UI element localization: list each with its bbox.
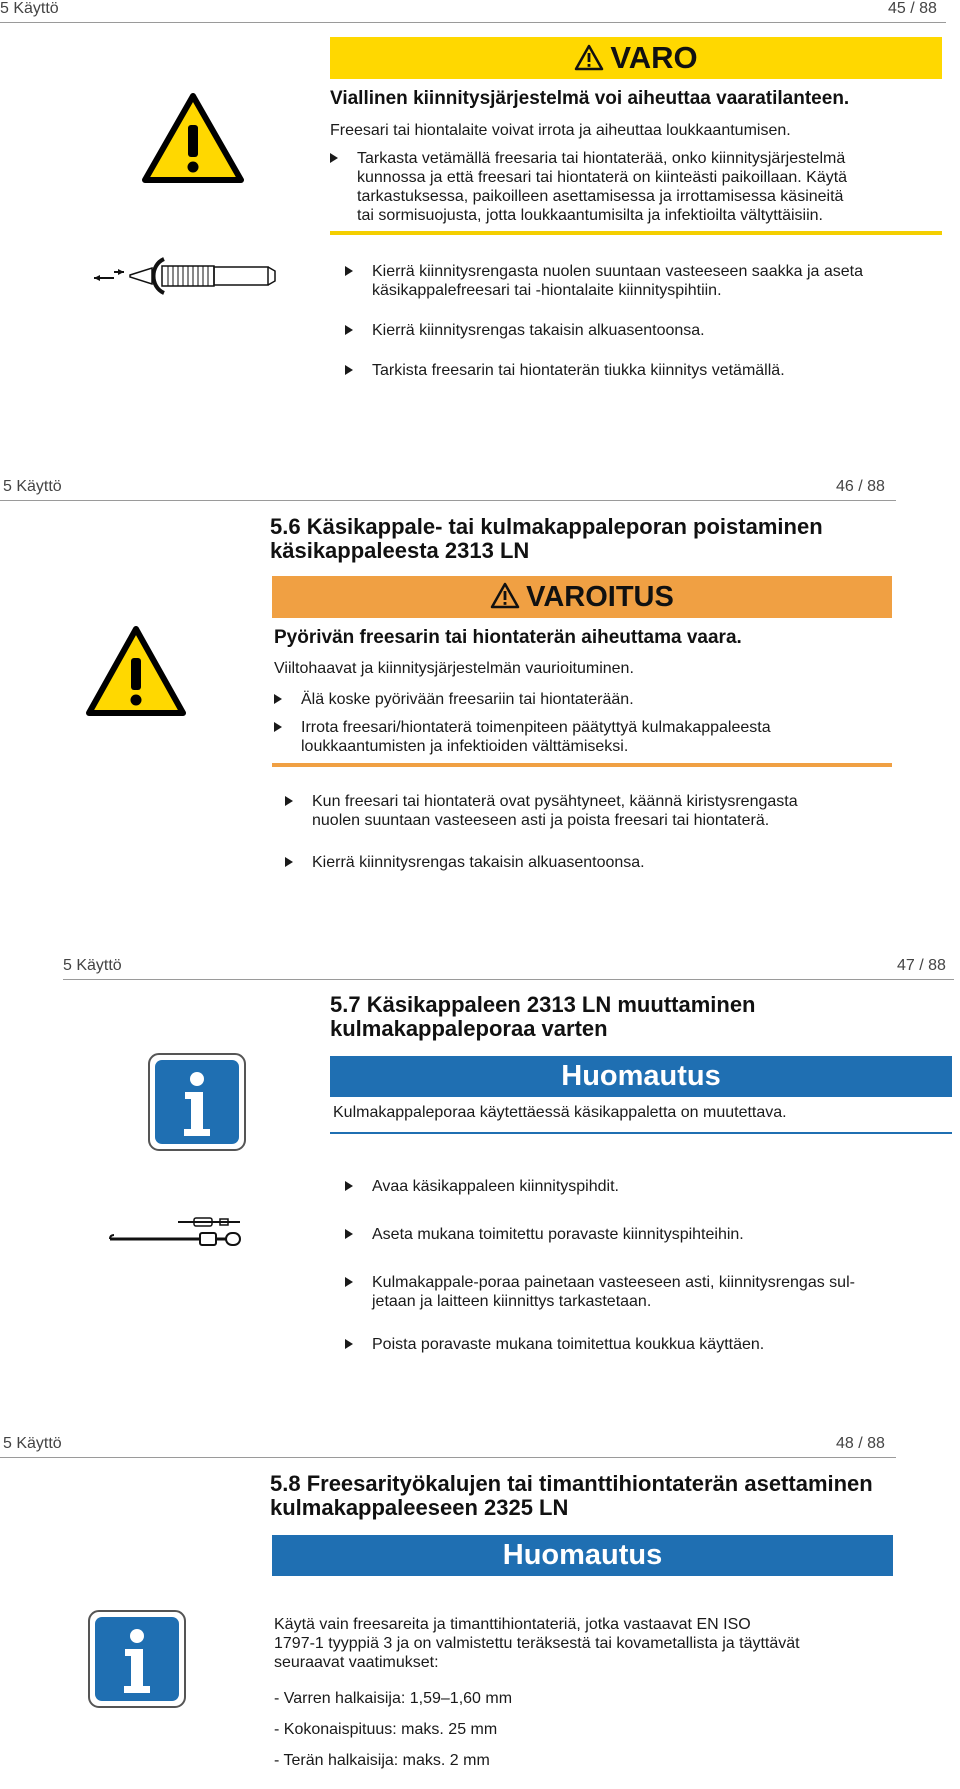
- text-line: Kierrä kiinnitysrengasta nuolen suuntaan vasteeseen saakka ja aseta: [372, 263, 863, 280]
- title-line: kulmakappaleeseen 2325 LN: [270, 1495, 569, 1520]
- text-line: Poista poravaste mukana toimitettua koukkua käyttäen.: [372, 1336, 765, 1353]
- text-line: Tarkasta vetämällä freesaria tai hiontaterää, onko kiinnitysjärjestelmä: [357, 150, 846, 167]
- info-icon: [147, 1052, 247, 1152]
- text-line: Irrota freesari/hiontaterä toimenpiteen päätyttyä kulmakappaleesta: [301, 719, 771, 736]
- text-line: Kun freesari tai hiontaterä ovat pysähtyneet, käännä kiristysrengasta: [312, 793, 798, 810]
- title-line: käsikappaleesta 2313 LN: [270, 538, 530, 563]
- step-item: [285, 792, 798, 830]
- text-line: käsikappalefreesari tai -hiontalaite kiinnityspihtiin.: [372, 282, 722, 299]
- section-title: [270, 515, 823, 563]
- note-label: Huomautus: [502, 1539, 663, 1571]
- note-label: Huomautus: [561, 1060, 721, 1092]
- warning-text: Viiltohaavat ja kiinnitysjärjestelmän vaurioituminen.: [274, 660, 634, 677]
- title-line: 5.7 Käsikappaleen 2313 LN muuttaminen: [330, 992, 756, 1017]
- page-number: 47 / 88: [897, 957, 946, 974]
- step-item: [345, 1177, 619, 1196]
- info-icon: [87, 1609, 187, 1709]
- text-line: tarkastuksessa, paikoilleen asettamisessa ja irrottamisessa käsineitä: [357, 188, 844, 205]
- text-line: kunnossa ja että freesari tai hiontaterä on kiinteästi paikoillaan. Käytä: [357, 169, 848, 186]
- step-item: [285, 853, 645, 872]
- section-title: [330, 993, 756, 1041]
- header-rule: [0, 1457, 896, 1458]
- text-line: Avaa käsikappaleen kiinnityspihdit.: [372, 1178, 619, 1195]
- warning-triangle-icon: [86, 626, 186, 716]
- title-line: 5.6 Käsikappale- tai kulmakappaleporan poistaminen: [270, 514, 823, 539]
- page-section-label: 5 Käyttö: [3, 1435, 62, 1452]
- section-title: [270, 1472, 873, 1520]
- title-line: 5.8 Freesarityökalujen tai timanttihiontaterän asettaminen: [270, 1471, 873, 1496]
- bullet-icon: [330, 153, 338, 163]
- bullet-icon: [285, 796, 293, 806]
- warning-bullet: [274, 718, 771, 756]
- handpiece-drawing: [92, 255, 278, 297]
- bullet-icon: [274, 722, 282, 732]
- text-line: Tarkista freesarin tai hiontaterän tiukka kiinnitys vetämällä.: [372, 362, 785, 379]
- page-number: 46 / 88: [836, 478, 885, 495]
- warning-triangle-icon: [142, 93, 244, 183]
- note-text: Kulmakappaleporaa käytettäessä käsikappaletta on muutettava.: [333, 1104, 787, 1121]
- page-number: 48 / 88: [836, 1435, 885, 1452]
- step-item: [345, 1225, 744, 1244]
- page-section-label: 5 Käyttö: [0, 0, 59, 17]
- warning-small-icon: [574, 44, 604, 71]
- note-banner: [330, 1056, 952, 1097]
- text-line: Kulmakappale-poraa painetaan vasteeseen asti, kiinnitysrengas sul-: [372, 1274, 855, 1291]
- page-number: 45 / 88: [888, 0, 937, 17]
- requirement-item: - Varren halkaisija: 1,59–1,60 mm: [274, 1690, 513, 1707]
- bullet-icon: [345, 266, 353, 276]
- warning-title: Pyörivän freesarin tai hiontaterän aiheuttama vaara.: [274, 627, 742, 648]
- warning-bullet: [274, 690, 634, 709]
- bullet-icon: [345, 1277, 353, 1287]
- warning-label: VAROITUS: [526, 581, 674, 613]
- text-line: Kierrä kiinnitysrengas takaisin alkuasentoonsa.: [372, 322, 705, 339]
- warning-text: Freesari tai hiontalaite voivat irrota ja aiheuttaa loukkaantumisen.: [330, 122, 791, 139]
- text-line: jetaan ja laitteen kiinnittys tarkastetaan.: [372, 1293, 652, 1310]
- warning-title: Viallinen kiinnitysjärjestelmä voi aiheuttaa vaaratilanteen.: [330, 88, 850, 109]
- header-rule: [0, 500, 896, 501]
- bullet-icon: [285, 857, 293, 867]
- bullet-icon: [274, 694, 282, 704]
- text-line: seuraavat vaatimukset:: [274, 1654, 439, 1671]
- text-line: loukkaantumisten ja infektioiden välttämiseksi.: [301, 738, 629, 755]
- text-line: tai sormisuojusta, jotta loukkaantumisilta ja infektioilta vältyttäisiin.: [357, 207, 823, 224]
- step-item: [345, 262, 863, 300]
- text-line: Kierrä kiinnitysrengas takaisin alkuasentoonsa.: [312, 854, 645, 871]
- text-line: Aseta mukana toimitettu poravaste kiinnityspihteihin.: [372, 1226, 744, 1243]
- warning-label: VARO: [610, 40, 698, 75]
- text-line: Käytä vain freesareita ja timanttihiontateriä, jotka vastaavat EN ISO: [274, 1616, 751, 1633]
- warning-bottom-bar: [272, 763, 892, 767]
- step-item: [345, 321, 705, 340]
- page-section-label: 5 Käyttö: [3, 478, 62, 495]
- drill-stop-tool-drawing: [108, 1217, 248, 1249]
- warning-banner: [330, 37, 942, 79]
- requirement-item: - Terän halkaisija: maks. 2 mm: [274, 1752, 490, 1769]
- header-rule: [0, 22, 946, 23]
- step-item: [345, 1335, 764, 1354]
- bullet-icon: [345, 1181, 353, 1191]
- warning-bullet: [330, 149, 847, 225]
- text-line: 1797-1 tyyppiä 3 ja on valmistettu teräksestä tai kovametallista ja täyttävät: [274, 1635, 800, 1652]
- header-rule: [63, 979, 954, 980]
- note-bottom-bar: [330, 1132, 952, 1134]
- bullet-icon: [345, 1339, 353, 1349]
- bullet-icon: [345, 1229, 353, 1239]
- note-text: [274, 1615, 800, 1672]
- text-line: Älä koske pyörivään freesariin tai hiontaterään.: [301, 691, 634, 708]
- warning-small-icon: [490, 582, 520, 609]
- requirement-item: - Kokonaispituus: maks. 25 mm: [274, 1721, 498, 1738]
- step-item: [345, 361, 785, 380]
- step-item: [345, 1273, 855, 1311]
- note-banner: [272, 1535, 893, 1576]
- text-line: nuolen suuntaan vasteeseen asti ja poista freesari tai hiontaterä.: [312, 812, 770, 829]
- bullet-icon: [345, 365, 353, 375]
- title-line: kulmakappaleporaa varten: [330, 1016, 608, 1041]
- warning-bottom-bar: [330, 231, 942, 235]
- bullet-icon: [345, 325, 353, 335]
- page-section-label: 5 Käyttö: [63, 957, 122, 974]
- warning-banner: [272, 576, 892, 618]
